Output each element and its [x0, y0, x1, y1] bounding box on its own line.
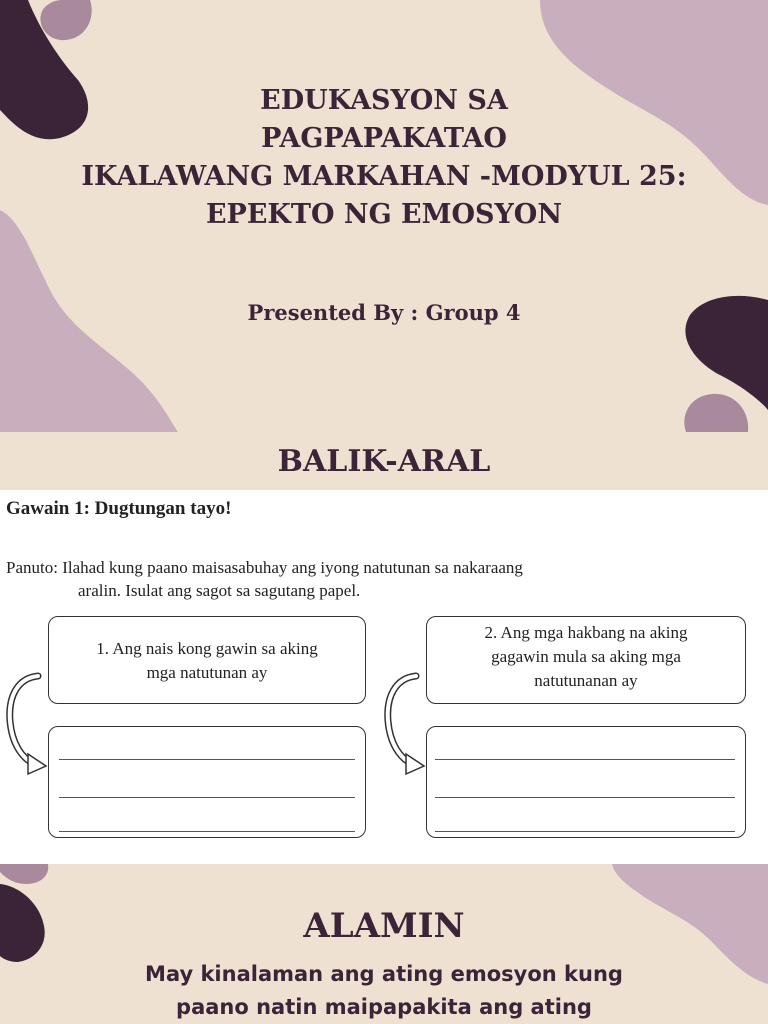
- body-line: paano natin maipapakita ang ating: [176, 995, 592, 1019]
- prompt-box-2-text: [427, 621, 745, 693]
- answer-line: [59, 759, 355, 760]
- instruction-line: aralin. Isulat ang sagot sa sagutang papel.: [78, 581, 361, 600]
- balik-aral-slide: [0, 432, 768, 864]
- answer-line: [59, 797, 355, 798]
- prompt-box-1-text: [49, 637, 365, 685]
- answer-box-1[interactable]: [48, 726, 366, 838]
- answer-line: [435, 831, 735, 832]
- prompt-box-2: [426, 616, 746, 704]
- prompt-line: natutunanan ay: [534, 671, 638, 690]
- body-line: May kinalaman ang ating emosyon kung: [145, 962, 623, 986]
- title-line: EPEKTO NG EMOSYON: [205, 199, 563, 230]
- title-line: IKALAWANG MARKAHAN -MODYUL 25:: [81, 161, 687, 192]
- title-slide: [0, 0, 768, 432]
- bottom-right-mauve-blob: [684, 394, 748, 432]
- prompt-box-1: [48, 616, 366, 704]
- curved-arrow-icon: [0, 666, 60, 786]
- title-line: PAGPAPAKATAO: [261, 123, 507, 154]
- alamin-slide: [0, 864, 768, 1024]
- prompt-line: 1. Ang nais kong gawin sa aking: [96, 639, 318, 658]
- section-body: [0, 958, 768, 1024]
- answer-box-2[interactable]: [426, 726, 746, 838]
- prompt-line: 2. Ang mga hakbang na aking: [484, 623, 688, 642]
- worksheet-heading: Gawain 1: Dugtungan tayo!: [6, 498, 232, 519]
- worksheet: [0, 490, 768, 864]
- answer-line: [59, 831, 355, 832]
- prompt-line: gagawin mula sa aking mga: [491, 647, 681, 666]
- section-title: BALIK-ARAL: [277, 444, 491, 479]
- presenter-text: Presented By : Group 4: [247, 300, 521, 325]
- answer-line: [435, 797, 735, 798]
- answer-line: [435, 759, 735, 760]
- worksheet-instruction: [6, 556, 754, 602]
- section-title: ALAMIN: [303, 906, 465, 946]
- prompt-line: mga natutunan ay: [146, 663, 268, 682]
- top-left-mauve-blob: [40, 0, 91, 40]
- title-line: EDUKASYON SA: [260, 85, 508, 116]
- curved-arrow-icon: [378, 666, 438, 786]
- instruction-line: Panuto: Ilahad kung paano maisasabuhay ang iyong natutunan sa nakaraang: [6, 558, 523, 577]
- left-mauve-blob: [0, 864, 48, 884]
- page-title: [0, 82, 768, 234]
